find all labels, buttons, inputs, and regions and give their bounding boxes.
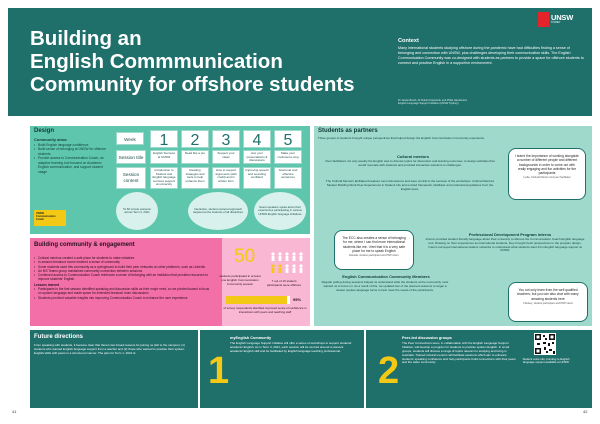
stat-50-text: students participated in at least one English Communication Community session (219, 274, 261, 286)
pdp-para: Interns provided student-friendly language about their university to discuss the Communication Coach English language tool. Drawing on their experiences as international students, they brought fresh perspectives to the program design. Interns surveyed international student networks to understand what students want from English language support at UNSW. (425, 237, 585, 253)
future-item-1-number: 1 (208, 350, 230, 392)
context-body: Many international students studying offshore during the pandemic have had difficulties finding a sense of belonging and connection with UNSW, plus challenges developing their communication skills. The English Communication Community was co-designed with students as partners to provide a space for offshore students to connect and practise English in a supportive environment. (398, 46, 584, 65)
session-title-cell: Make your conference sing (274, 150, 302, 164)
qr-caption: Student voice info, bursting to English language support available at UNSW (522, 357, 570, 365)
authors (398, 99, 584, 106)
ecc-members-para: Regular polling during sessions helped us understand what the students at the community most wanted us to focus on. As a result of this, we updated two of the planned sessions to target a clearer spoken-language focus to best meet the needs of the participants. (321, 280, 449, 292)
people-icon (270, 250, 304, 276)
quote-text: The ECC also creates a sense of belonging for me, where I can find more international students like me. I feel that it is a very safe place for me to speak English (342, 236, 406, 253)
qr-code-icon[interactable] (534, 333, 556, 355)
progress-fill (226, 296, 287, 304)
quote-chelsey (508, 282, 588, 322)
future-item-1-title: myEnglish Community (230, 336, 272, 340)
quote-daniela (334, 230, 414, 270)
lessons-title: Lessons learned (34, 282, 60, 287)
logo-text: UNSW (551, 13, 574, 22)
partners-intro: Three groups of students brought unique perspectives that helped design the English Communication Community experience. (318, 136, 485, 140)
unsw-logo (538, 12, 586, 30)
logo-subtext: SYDNEY (551, 22, 561, 24)
poster-title (30, 28, 370, 97)
context-title: Context (398, 38, 419, 44)
guest-speakers-bubble: Guest speakers spoke about their experiences participating in various UNSW English language initiatives (254, 192, 306, 230)
session-title-cell: Support your ideas (212, 150, 240, 164)
quote-text: You not only learn from the well qualified teachers, but you can also chat with many amazing students here (517, 288, 579, 301)
stat-50-number: 50 (234, 246, 256, 267)
mentors-para-1: Peer facilitators not only weekly the English was to discuss topics for discussion and learning outcomes, to design activities that would resonate with students and provided interactive solutions to challenges. (325, 159, 495, 167)
building-item: • Continued access to Communication Coach reinforces a sense of belonging with an institution that provides resources to improve students' English (34, 273, 212, 282)
partners-title: Students as partners (318, 128, 378, 134)
lesson-item: • Participants in the first session identified speaking and discussion skills as their major need, so we pivoted toward a focus on spoken language and made space for extended breakout room discussions (34, 287, 212, 296)
building-title: Building community & engagement (34, 242, 135, 248)
future-body: From speaking with students, it became clear that there's two broad reasons for joining us (left to the campus): (1) students who wanted English language support from a teacher and (2) those who wanted to practise their spoken English skills with peers in a structured manner. The plan for Term 1, 2022 is: (34, 343, 185, 355)
aim-item: • Build sense of belonging at UNSW for offshore students (34, 147, 112, 156)
week-number: 3 (212, 130, 240, 148)
future-item-2-body: The Peer Connections team, in collaboration with the English Language Support Initiative, will develop a program for students to practise spoken English. In small groups, students will discuss a range of topics relevant to studying and living in Australia. Trained cultural mentors will facilitate sessions which aim to enhance students' speaking confidence and help participants build connections with their peers and the wider community. (402, 341, 516, 365)
quote-attribution: Chelsey, student participant and PDP intern (522, 301, 574, 305)
aims-list (34, 143, 112, 174)
mentors-title: Cultural mentors (396, 154, 429, 159)
cc-logo-text: UNSW Communication Coach (36, 212, 56, 221)
progress-text: of survey respondents identified improved sense of confidence in interactions with peers and teaching staff (223, 306, 307, 314)
week-number: 1 (150, 130, 178, 148)
session-title-cell: English Success at UNSW (150, 150, 178, 164)
stat-7-text: 7 out of 10 student participants were offshore (266, 279, 302, 287)
authors-affiliation: English Language Support Initiative (UNSW Sydney) (398, 102, 459, 106)
building-item: • Some students used this community as a springboard to build their peer networks on other platforms, such as LinkedIn (34, 265, 212, 269)
building-item: • An MS Teams group maintained community connection between sessions (34, 269, 212, 273)
week-number: 4 (243, 130, 271, 148)
authors-names: Dr Jessie Booth, Dr Rukki Cheptandu and Philip Hanelmann (398, 99, 468, 102)
future-title: Future directions (34, 334, 84, 340)
building-item: • In-session breakout rooms fostered a sense of community (34, 260, 212, 264)
building-item: • Cultural mentors created a safe place for students to make mistakes (34, 256, 212, 260)
lesson-item: • Students provided valuable insights into improving Communication Coach to enhance the user experience (34, 296, 212, 300)
session-content-cell: How to support arguments (with credit) and in written form (212, 167, 240, 189)
title-line-3: Community for offshore students (30, 72, 355, 96)
title-line-1: Building an (30, 27, 142, 50)
progress-label: 95% (293, 297, 302, 302)
title-line-2: English Commmunication (30, 49, 283, 73)
session-title-label: Session title (116, 150, 146, 164)
session-content-cell: Reading strategies and tools to help enhance them (181, 167, 209, 189)
approach-bubble: Interactive, student-centered approach targeted at the students of all disciplines (188, 192, 248, 230)
aim-item: • Build English language confidence (34, 143, 112, 147)
pdp-title: Professional Development Program interns (468, 232, 552, 237)
communication-coach-logo (34, 210, 66, 226)
quote-text: I learnt the importance of working alongside a number of different people and different backgrounds in order to come out with really engaging and fun activities for the participants (515, 154, 579, 176)
future-panel (30, 330, 198, 408)
session-content-label: Session content (116, 167, 146, 189)
quote-attribution: Daniela, student participant and PDP intern (349, 254, 399, 258)
mentors-para-2: The Cultural Mentors facilitated breakout room discussions and were central to the success of the workshops. Cultural Mentors Student Building Work Peer Experiences in Student Life and excited framework, facilitator and professional guidance from the English team. (325, 179, 495, 191)
session-content-cell: Improving speech and sounding confident (243, 167, 271, 189)
aim-item: • Provide access to Communication Coach, an adaptive learning tool focused on Academic English communication, and support student usage (34, 156, 112, 174)
quote-lydia (508, 148, 586, 200)
ecc-members-title: English Communication Community Members (342, 274, 430, 279)
session-content-cell: Grammar and effective sentences (274, 167, 302, 189)
format-bubble: 5x 60 minute sessions across Term 3, 2021 (116, 192, 158, 230)
design-title: Design (34, 128, 55, 134)
community-aims-title: Community aims: (34, 137, 68, 142)
week-label: Week (116, 132, 144, 145)
page-number-right: 42 (583, 409, 588, 414)
week-number: 2 (181, 130, 209, 148)
building-list (34, 256, 212, 300)
future-item-2-title: Peer-led discussion groups (402, 336, 452, 340)
session-title-cell: Read like a pro (181, 150, 209, 164)
session-content-cell: Introduction to Student and English language success support at university (150, 167, 178, 189)
session-title-cell: Ace your presentations & discussions (243, 150, 271, 164)
week-number: 5 (274, 130, 302, 148)
unsw-crest-icon (538, 12, 549, 27)
future-item-2-number: 2 (378, 350, 400, 392)
page-number-left: 41 (12, 409, 17, 414)
future-item-1-body: The English Language Support Initiative will offer a series of workshops to support students' academic English. As in Term 3, 2021, each session will be centred around a relevant academic English skill and be facilitated by English language teaching professional. (230, 341, 352, 353)
quote-attribution: Lydia, Cultural Mentor and peer facilitator (523, 176, 571, 180)
